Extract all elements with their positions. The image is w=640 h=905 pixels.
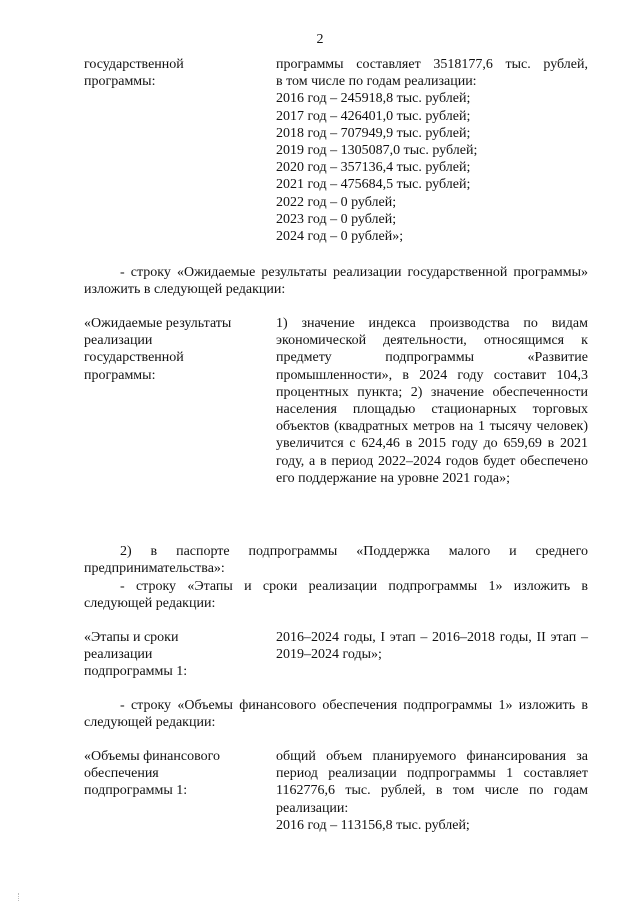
page-number: 2 [316,32,324,47]
block3-label-line: «Этапы и сроки [84,630,179,645]
block1-label-line: программы: [84,74,156,90]
block1-label-line: государственной [84,57,184,72]
block1-year-line: 2016 год – 245918,8 тыс. рублей; [276,91,471,107]
block1-value-line: программы составляет 3518177,6 тыс. рублей, [276,57,588,72]
paragraph-funding-volumes: - строку «Объемы финансового обеспечения подпрограммы 1» изложить в следующей редакции: [84,698,588,731]
block3-label-line: реализации [84,647,153,663]
block3-label [84,629,260,681]
block1-year-line: 2022 год – 0 рублей; [276,194,397,210]
block4-value [276,748,588,834]
block1-year-line: 2017 год – 426401,0 тыс. рублей; [276,108,471,124]
block1-year-line: 2018 год – 707949,9 тыс. рублей; [276,125,471,141]
block1-year-line: 2023 год – 0 рублей; [276,211,397,227]
block4-value-text: общий объем планируемого финансирования за период реализации подпрограммы 1 составляет 1162776,6 тыс. рублей, в том числе по годам реализации: [276,749,588,816]
block2-label-line: «Ожидаемые результаты [84,316,232,331]
block4-year-line: 2016 год – 113156,8 тыс. рублей; [276,817,470,833]
block1-year-line: 2021 год – 475684,5 тыс. рублей; [276,177,471,193]
block1-year-line: 2024 год – 0 рублей»; [276,229,404,245]
paragraph-subprogram-passport: 2) в паспорте подпрограммы «Поддержка малого и среднего предпринимательства»: [84,544,588,577]
block2-value: 1) значение индекса производства по видам экономической деятельности, относящимся к предмету подпрограммы «Развитие промышленности», в 2024 году составит 104,3 процентных пункта; 2) значение обеспеченности населения площадью стационарных торговых объектов (квадратных метров на 1 тысячу человек) увеличится с 624,46 в 2015 году до 659,69 в 2021 году, а в период 2022–2024 годов будет обеспечено его поддержание на уровне 2021 года»; [276,316,588,486]
scan-artifact [18,893,20,901]
paragraph-expected-results: - строку «Ожидаемые результаты реализации государственной программы» изложить в следующей редакции: [84,265,588,298]
block4-label-line: «Объемы финансового [84,749,220,764]
block3-label-line: подпрограммы 1: [84,664,188,680]
block3-value: 2016–2024 годы, I этап – 2016–2018 годы, II этап – 2019–2024 годы»; [276,630,588,663]
paragraph-stages-terms: - строку «Этапы и сроки реализации подпрограммы 1» изложить в следующей редакции: [84,579,588,612]
block2-label-line: реализации [84,333,153,349]
block2-label-line: государственной [84,350,184,366]
block2-label [84,315,260,384]
block1-value-line: в том числе по годам реализации: [276,74,477,90]
block4-label-line: подпрограммы 1: [84,783,188,799]
block4-label [84,748,260,800]
block1-year-line: 2019 год – 1305087,0 тыс. рублей; [276,143,478,159]
block1-year-line: 2020 год – 357136,4 тыс. рублей; [276,160,471,176]
block4-label-line: обеспечения [84,766,159,782]
block1-value [276,56,588,245]
block1-label [84,56,260,90]
block2-label-line: программы: [84,367,156,383]
